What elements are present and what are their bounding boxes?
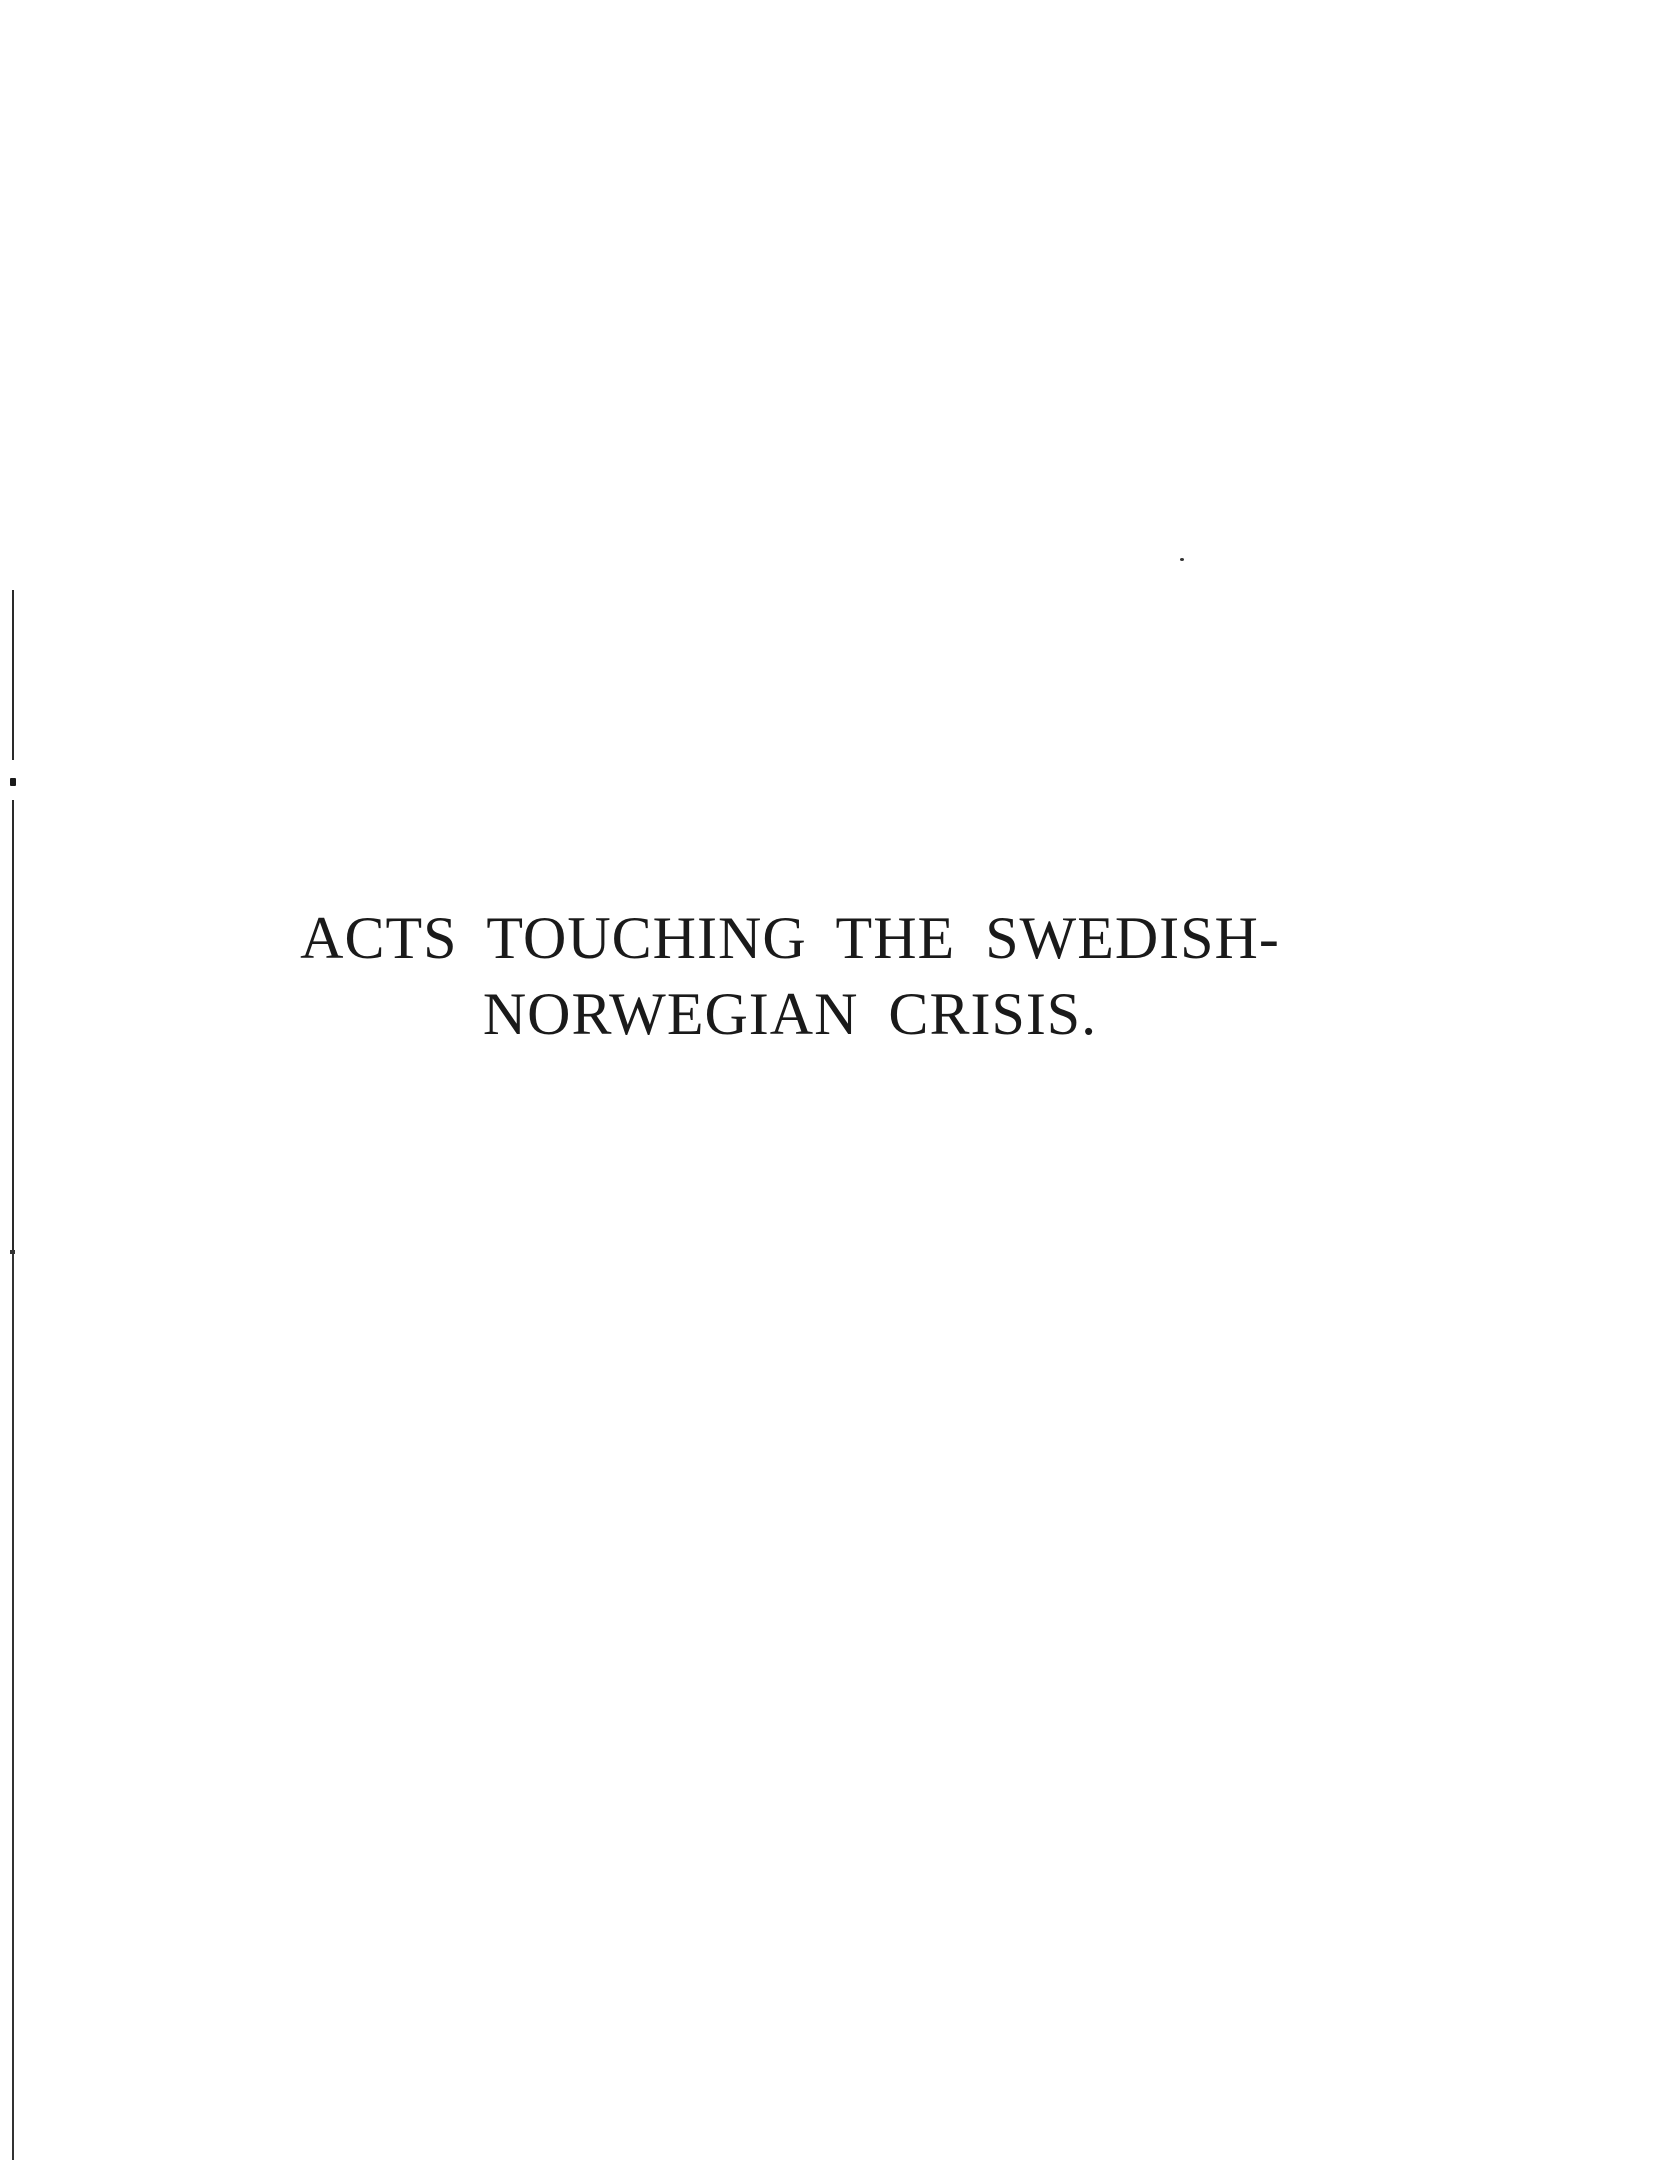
stray-ink-dot <box>1180 558 1184 561</box>
title-line-2: NORWEGIAN CRISIS. <box>482 981 1098 1047</box>
scan-edge-line <box>12 1250 14 2160</box>
scan-edge-mark <box>10 778 16 786</box>
page-title <box>0 900 1580 1052</box>
scan-edge-line <box>12 590 14 760</box>
title-line-1: ACTS TOUCHING THE SWEDISH- <box>300 905 1280 971</box>
